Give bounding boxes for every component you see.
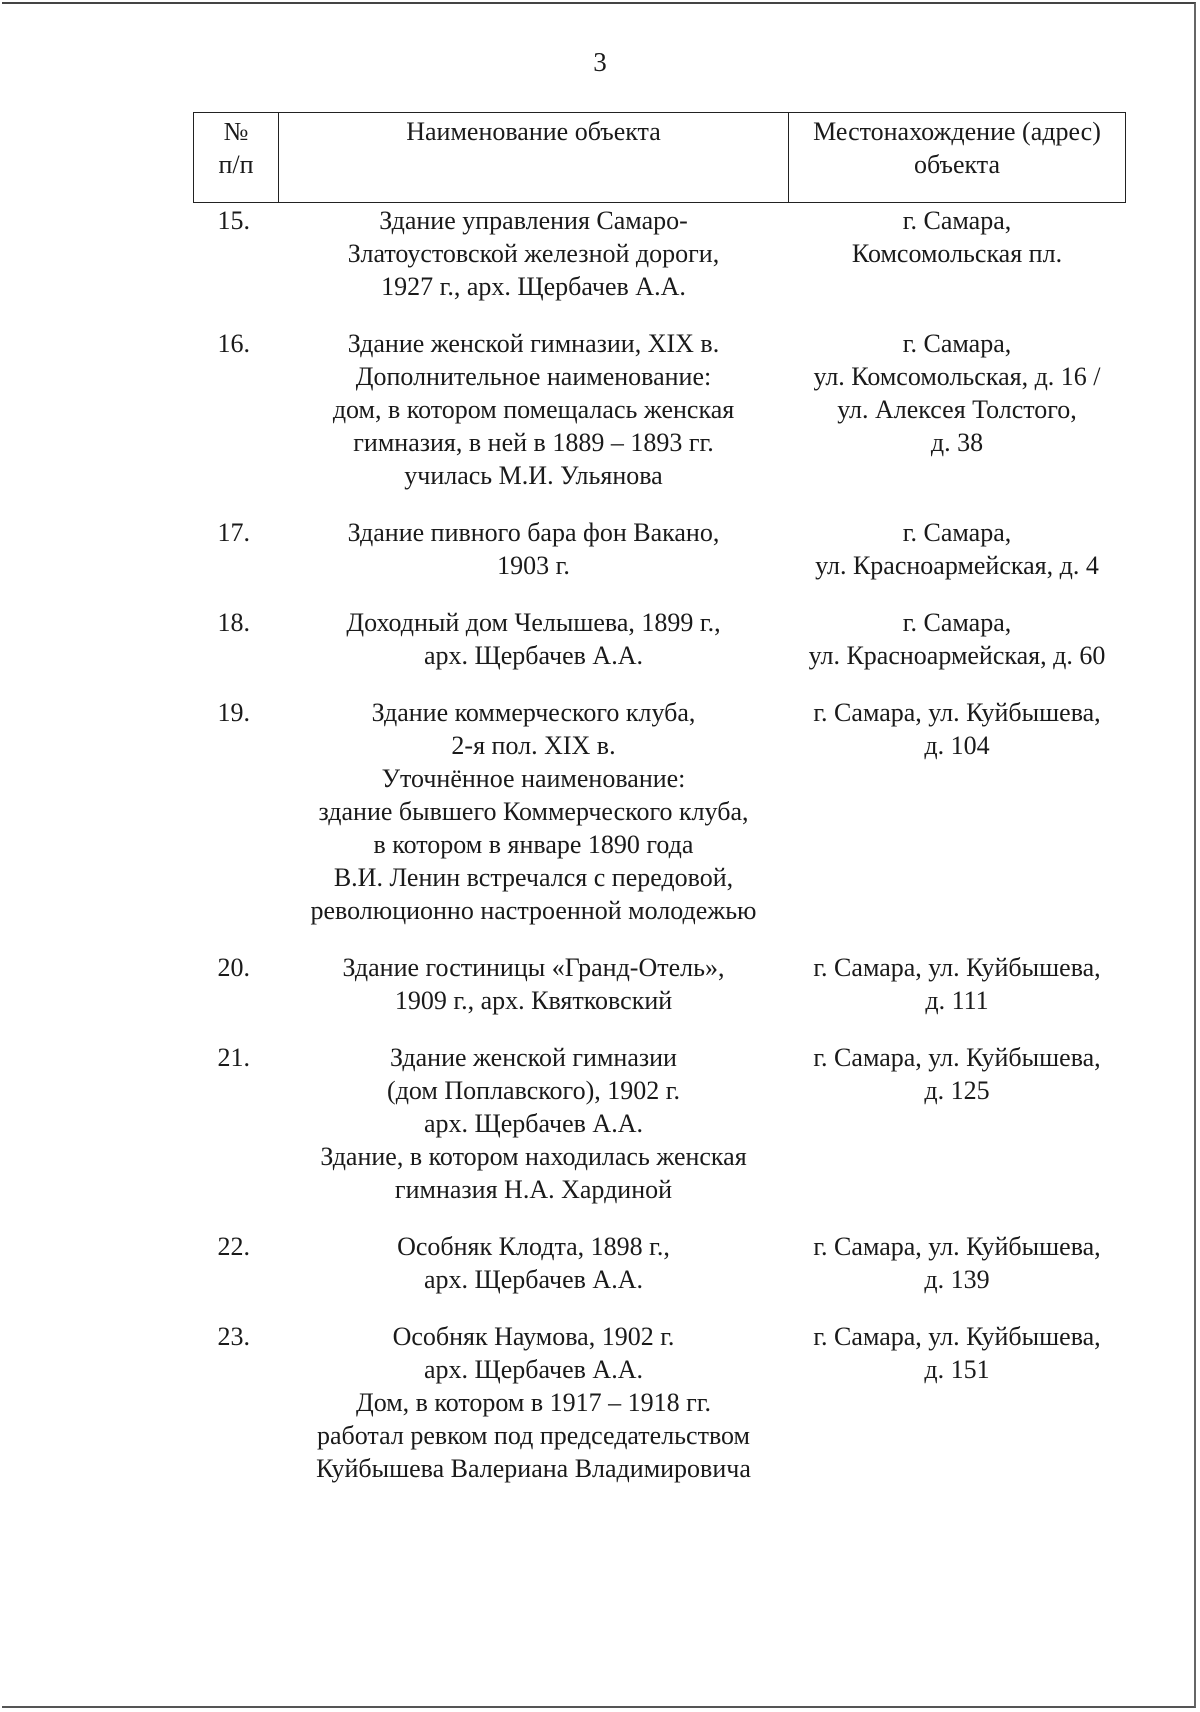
table-row — [194, 203, 1126, 328]
row-number: 20. — [217, 953, 250, 982]
row-number: 15. — [217, 206, 250, 235]
object-address: г. Самара, ул. Куйбышева, д. 104 — [813, 698, 1101, 760]
table-row — [194, 516, 1126, 606]
object-address: г. Самара, Комсомольская пл. — [851, 206, 1063, 268]
row-number: 23. — [217, 1322, 250, 1351]
object-name: Здание гостиницы «Гранд-Отель», 1909 г., арх. Квятковский — [342, 953, 725, 1015]
row-number: 18. — [217, 608, 250, 637]
header-name: Наименование объекта — [279, 113, 789, 203]
row-number: 17. — [217, 518, 250, 547]
object-name: Здание пивного бара фон Вакано, 1903 г. — [347, 518, 720, 580]
objects-table — [193, 112, 1126, 1509]
row-number: 22. — [217, 1232, 250, 1261]
object-name: Доходный дом Челышева, 1899 г., арх. Щербачев А.А. — [346, 608, 721, 670]
object-address: г. Самара, ул. Красноармейская, д. 60 — [808, 608, 1106, 670]
object-address: г. Самара, ул. Куйбышева, д. 139 — [813, 1232, 1101, 1294]
row-number: 19. — [217, 698, 250, 727]
header-number: № п/п — [194, 113, 279, 203]
table-row — [194, 1320, 1126, 1509]
object-address: г. Самара, ул. Красноармейская, д. 4 — [815, 518, 1099, 580]
header-address: Местонахождение (адрес) объекта — [789, 113, 1126, 203]
row-number: 21. — [217, 1043, 250, 1072]
row-number: 16. — [217, 329, 250, 358]
object-address: г. Самара, ул. Куйбышева, д. 151 — [813, 1322, 1101, 1384]
table-row — [194, 696, 1126, 951]
table-header-row — [194, 113, 1126, 203]
table-row — [194, 951, 1126, 1041]
object-name: Особняк Наумова, 1902 г. арх. Щербачев А.А. Дом, в котором в 1917 – 1918 гг. работал ревком под председательством Куйбышева Валериана Владимировича — [316, 1322, 751, 1483]
table-row — [194, 327, 1126, 516]
table-row — [194, 1041, 1126, 1230]
table-row — [194, 1230, 1126, 1320]
object-address: г. Самара, ул. Куйбышева, д. 125 — [813, 1043, 1101, 1105]
object-address: г. Самара, ул. Комсомольская, д. 16 / ул. Алексея Толстого, д. 38 — [813, 329, 1101, 457]
page-number: 3 — [593, 47, 607, 77]
object-name: Здание управления Самаро- Златоустовской железной дороги, 1927 г., арх. Щербачев А.А. — [347, 206, 720, 301]
object-name: Здание женской гимназии, XIX в. Дополнительное наименование: дом, в котором помещалась женская гимназия, в ней в 1889 – 1893 гг. училась М.И. Ульянова — [332, 329, 735, 490]
object-name: Здание женской гимназии (дом Поплавского), 1902 г. арх. Щербачев А.А. Здание, в котором находилась женская гимназия Н.А. Хардиной — [320, 1043, 747, 1204]
object-address: г. Самара, ул. Куйбышева, д. 111 — [813, 953, 1101, 1015]
object-name: Особняк Клодта, 1898 г., арх. Щербачев А.А. — [397, 1232, 670, 1294]
table-row — [194, 606, 1126, 696]
object-name: Здание коммерческого клуба, 2-я пол. XIX в. Уточнённое наименование: здание бывшего Коммерческого клуба, в котором в январе 1890 года В.И. Ленин встречался с передовой, революционно настроенной молодежью — [310, 698, 757, 925]
